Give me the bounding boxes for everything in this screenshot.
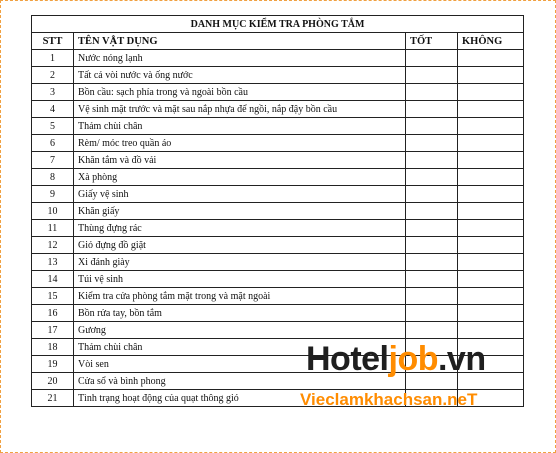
row-item-name: Khăn giấy <box>74 203 406 220</box>
row-stt: 9 <box>32 186 74 203</box>
row-no-checkbox-cell[interactable] <box>458 50 524 67</box>
row-good-checkbox-cell[interactable] <box>406 186 458 203</box>
row-item-name: Thùng đựng rác <box>74 220 406 237</box>
row-no-checkbox-cell[interactable] <box>458 67 524 84</box>
page-border-left <box>0 0 1 453</box>
row-stt: 7 <box>32 152 74 169</box>
row-stt: 18 <box>32 339 74 356</box>
table-row <box>32 50 524 67</box>
row-stt: 16 <box>32 305 74 322</box>
row-item-name: Tình trạng hoạt động của quạt thông gió <box>74 390 406 407</box>
row-good-checkbox-cell[interactable] <box>406 322 458 339</box>
row-stt: 11 <box>32 220 74 237</box>
row-good-checkbox-cell[interactable] <box>406 220 458 237</box>
row-good-checkbox-cell[interactable] <box>406 254 458 271</box>
row-no-checkbox-cell[interactable] <box>458 118 524 135</box>
row-no-checkbox-cell[interactable] <box>458 322 524 339</box>
table-row <box>32 135 524 152</box>
row-stt: 13 <box>32 254 74 271</box>
row-good-checkbox-cell[interactable] <box>406 203 458 220</box>
row-item-name: Bồn cầu: sạch phía trong và ngoài bồn cầu <box>74 84 406 101</box>
page-border-top <box>0 0 556 1</box>
row-item-name: Cửa sổ và bình phong <box>74 373 406 390</box>
row-no-checkbox-cell[interactable] <box>458 254 524 271</box>
row-no-checkbox-cell[interactable] <box>458 152 524 169</box>
row-stt: 15 <box>32 288 74 305</box>
row-stt: 6 <box>32 135 74 152</box>
table-row <box>32 169 524 186</box>
table-row <box>32 220 524 237</box>
row-item-name: Nước nóng lạnh <box>74 50 406 67</box>
table-row <box>32 118 524 135</box>
row-good-checkbox-cell[interactable] <box>406 50 458 67</box>
row-stt: 8 <box>32 169 74 186</box>
row-stt: 14 <box>32 271 74 288</box>
row-item-name: Gương <box>74 322 406 339</box>
row-item-name: Thảm chùi chân <box>74 339 406 356</box>
table-title: DANH MỤC KIỂM TRA PHÒNG TẮM <box>32 16 524 33</box>
row-item-name: Giấy vệ sinh <box>74 186 406 203</box>
row-no-checkbox-cell[interactable] <box>458 135 524 152</box>
row-stt: 17 <box>32 322 74 339</box>
row-item-name: Thảm chùi chân <box>74 118 406 135</box>
row-item-name: Xi đánh giày <box>74 254 406 271</box>
row-good-checkbox-cell[interactable] <box>406 84 458 101</box>
table-row <box>32 186 524 203</box>
row-item-name: Giỏ đựng đồ giặt <box>74 237 406 254</box>
row-no-checkbox-cell[interactable] <box>458 220 524 237</box>
watermark <box>300 340 530 420</box>
table-row <box>32 84 524 101</box>
row-no-checkbox-cell[interactable] <box>458 203 524 220</box>
row-good-checkbox-cell[interactable] <box>406 118 458 135</box>
row-stt: 3 <box>32 84 74 101</box>
hoteljob-logo: Hoteljob.vn <box>306 340 486 378</box>
table-row <box>32 67 524 84</box>
title-row <box>32 16 524 33</box>
row-item-name: Vệ sinh mặt trước và mặt sau nắp nhựa để ngồi, nắp đậy bồn cầu <box>74 101 406 118</box>
header-no: KHÔNG <box>458 33 524 50</box>
table-row <box>32 322 524 339</box>
row-stt: 2 <box>32 67 74 84</box>
table-row <box>32 152 524 169</box>
row-no-checkbox-cell[interactable] <box>458 84 524 101</box>
table-row <box>32 288 524 305</box>
row-no-checkbox-cell[interactable] <box>458 305 524 322</box>
table-row <box>32 203 524 220</box>
header-item-name: TÊN VẬT DỤNG <box>74 33 406 50</box>
row-item-name: Kiểm tra cửa phòng tắm mặt trong và mặt ngoài <box>74 288 406 305</box>
row-stt: 10 <box>32 203 74 220</box>
row-good-checkbox-cell[interactable] <box>406 237 458 254</box>
row-good-checkbox-cell[interactable] <box>406 271 458 288</box>
row-no-checkbox-cell[interactable] <box>458 288 524 305</box>
table-row <box>32 101 524 118</box>
row-item-name: Rèm/ móc treo quần áo <box>74 135 406 152</box>
header-stt: STT <box>32 33 74 50</box>
row-no-checkbox-cell[interactable] <box>458 101 524 118</box>
row-stt: 21 <box>32 390 74 407</box>
row-good-checkbox-cell[interactable] <box>406 305 458 322</box>
row-stt: 20 <box>32 373 74 390</box>
table-row <box>32 237 524 254</box>
row-item-name: Tất cả vòi nước và ống nước <box>74 67 406 84</box>
table-row <box>32 305 524 322</box>
row-no-checkbox-cell[interactable] <box>458 186 524 203</box>
row-stt: 1 <box>32 50 74 67</box>
row-good-checkbox-cell[interactable] <box>406 152 458 169</box>
row-good-checkbox-cell[interactable] <box>406 101 458 118</box>
row-item-name: Khăn tắm và đồ vải <box>74 152 406 169</box>
row-item-name: Vòi sen <box>74 356 406 373</box>
row-stt: 4 <box>32 101 74 118</box>
row-stt: 19 <box>32 356 74 373</box>
row-item-name: Xà phòng <box>74 169 406 186</box>
row-good-checkbox-cell[interactable] <box>406 288 458 305</box>
table-row <box>32 271 524 288</box>
row-no-checkbox-cell[interactable] <box>458 237 524 254</box>
row-good-checkbox-cell[interactable] <box>406 169 458 186</box>
row-good-checkbox-cell[interactable] <box>406 67 458 84</box>
row-stt: 5 <box>32 118 74 135</box>
header-good: TỐT <box>406 33 458 50</box>
row-no-checkbox-cell[interactable] <box>458 169 524 186</box>
header-row <box>32 33 524 50</box>
table-row <box>32 254 524 271</box>
row-no-checkbox-cell[interactable] <box>458 271 524 288</box>
row-item-name: Túi vệ sinh <box>74 271 406 288</box>
watermark-site-text: Vieclamkhachsan.neT <box>300 390 478 409</box>
row-stt: 12 <box>32 237 74 254</box>
row-item-name: Bồn rửa tay, bồn tắm <box>74 305 406 322</box>
row-good-checkbox-cell[interactable] <box>406 135 458 152</box>
